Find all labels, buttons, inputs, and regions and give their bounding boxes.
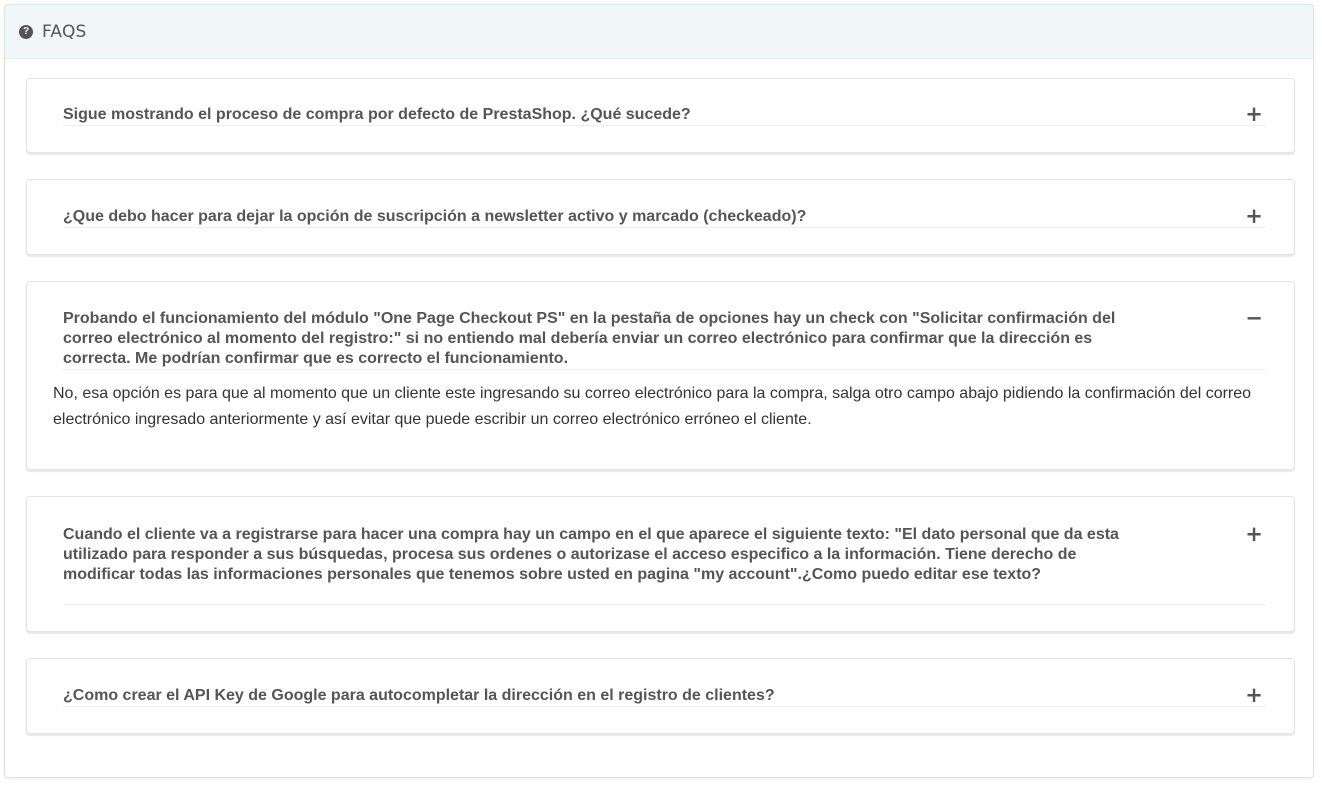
faq-question-4[interactable] — [63, 522, 1266, 605]
faq-item-3 — [26, 281, 1295, 470]
panel-title: FAQS — [42, 21, 87, 42]
expand-icon[interactable]: + — [1245, 204, 1263, 228]
expand-icon[interactable]: + — [1245, 522, 1263, 546]
faq-question-5[interactable] — [63, 683, 1266, 707]
faq-item-4 — [26, 496, 1295, 632]
faq-question-text: Probando el funcionamiento del módulo "One Page Checkout PS" en la pestaña de opciones hay un check con "Solicitar confirmación del correo electrónico al momento del registro:" si no entiendo mal debería enviar un correo electrónico para confirmar que la dirección es correcta. Me podrían confirmar que es correcto el funcionamiento. — [63, 310, 1116, 367]
faq-question-text: ¿Que debo hacer para dejar la opción de suscripción a newsletter activo y marcado (checkeado)? — [63, 208, 807, 225]
faq-question-2[interactable] — [63, 204, 1266, 228]
faq-question-1[interactable] — [63, 102, 1266, 126]
expand-icon[interactable]: + — [1245, 102, 1263, 126]
faq-question-text: Sigue mostrando el proceso de compra por defecto de PrestaShop. ¿Qué sucede? — [63, 106, 691, 123]
question-circle-icon: ? — [19, 25, 33, 39]
collapse-icon[interactable]: − — [1245, 306, 1263, 330]
expand-icon[interactable]: + — [1245, 683, 1263, 707]
faq-answer-3: No, esa opción es para que al momento que un cliente este ingresando su correo electrónico para la compra, salga otro campo abajo pidiendo la confirmación del correo electrónico ingresado anteriormente y así evitar que puede escribir un correo electrónico erróneo el cliente. — [53, 385, 1252, 428]
faq-item-5 — [26, 658, 1295, 734]
faq-question-text: Cuando el cliente va a registrarse para hacer una compra hay un campo en el que aparece el siguiente texto: "El dato personal que da esta utilizado para responder a sus búsquedas, procesa sus ordenes o autorizase el acceso especifico a la información. Tiene derecho de modificar todas las informaciones personales que tenemos sobre usted en pagina "my account".¿Como puedo editar ese texto? — [63, 526, 1119, 583]
faqs-panel — [4, 4, 1314, 778]
panel-heading — [5, 5, 1313, 59]
faq-question-3[interactable] — [63, 306, 1266, 370]
faq-item-1 — [26, 78, 1295, 153]
faq-item-2 — [26, 179, 1295, 255]
faq-question-text: ¿Como crear el API Key de Google para autocompletar la dirección en el registro de clientes? — [63, 687, 775, 704]
